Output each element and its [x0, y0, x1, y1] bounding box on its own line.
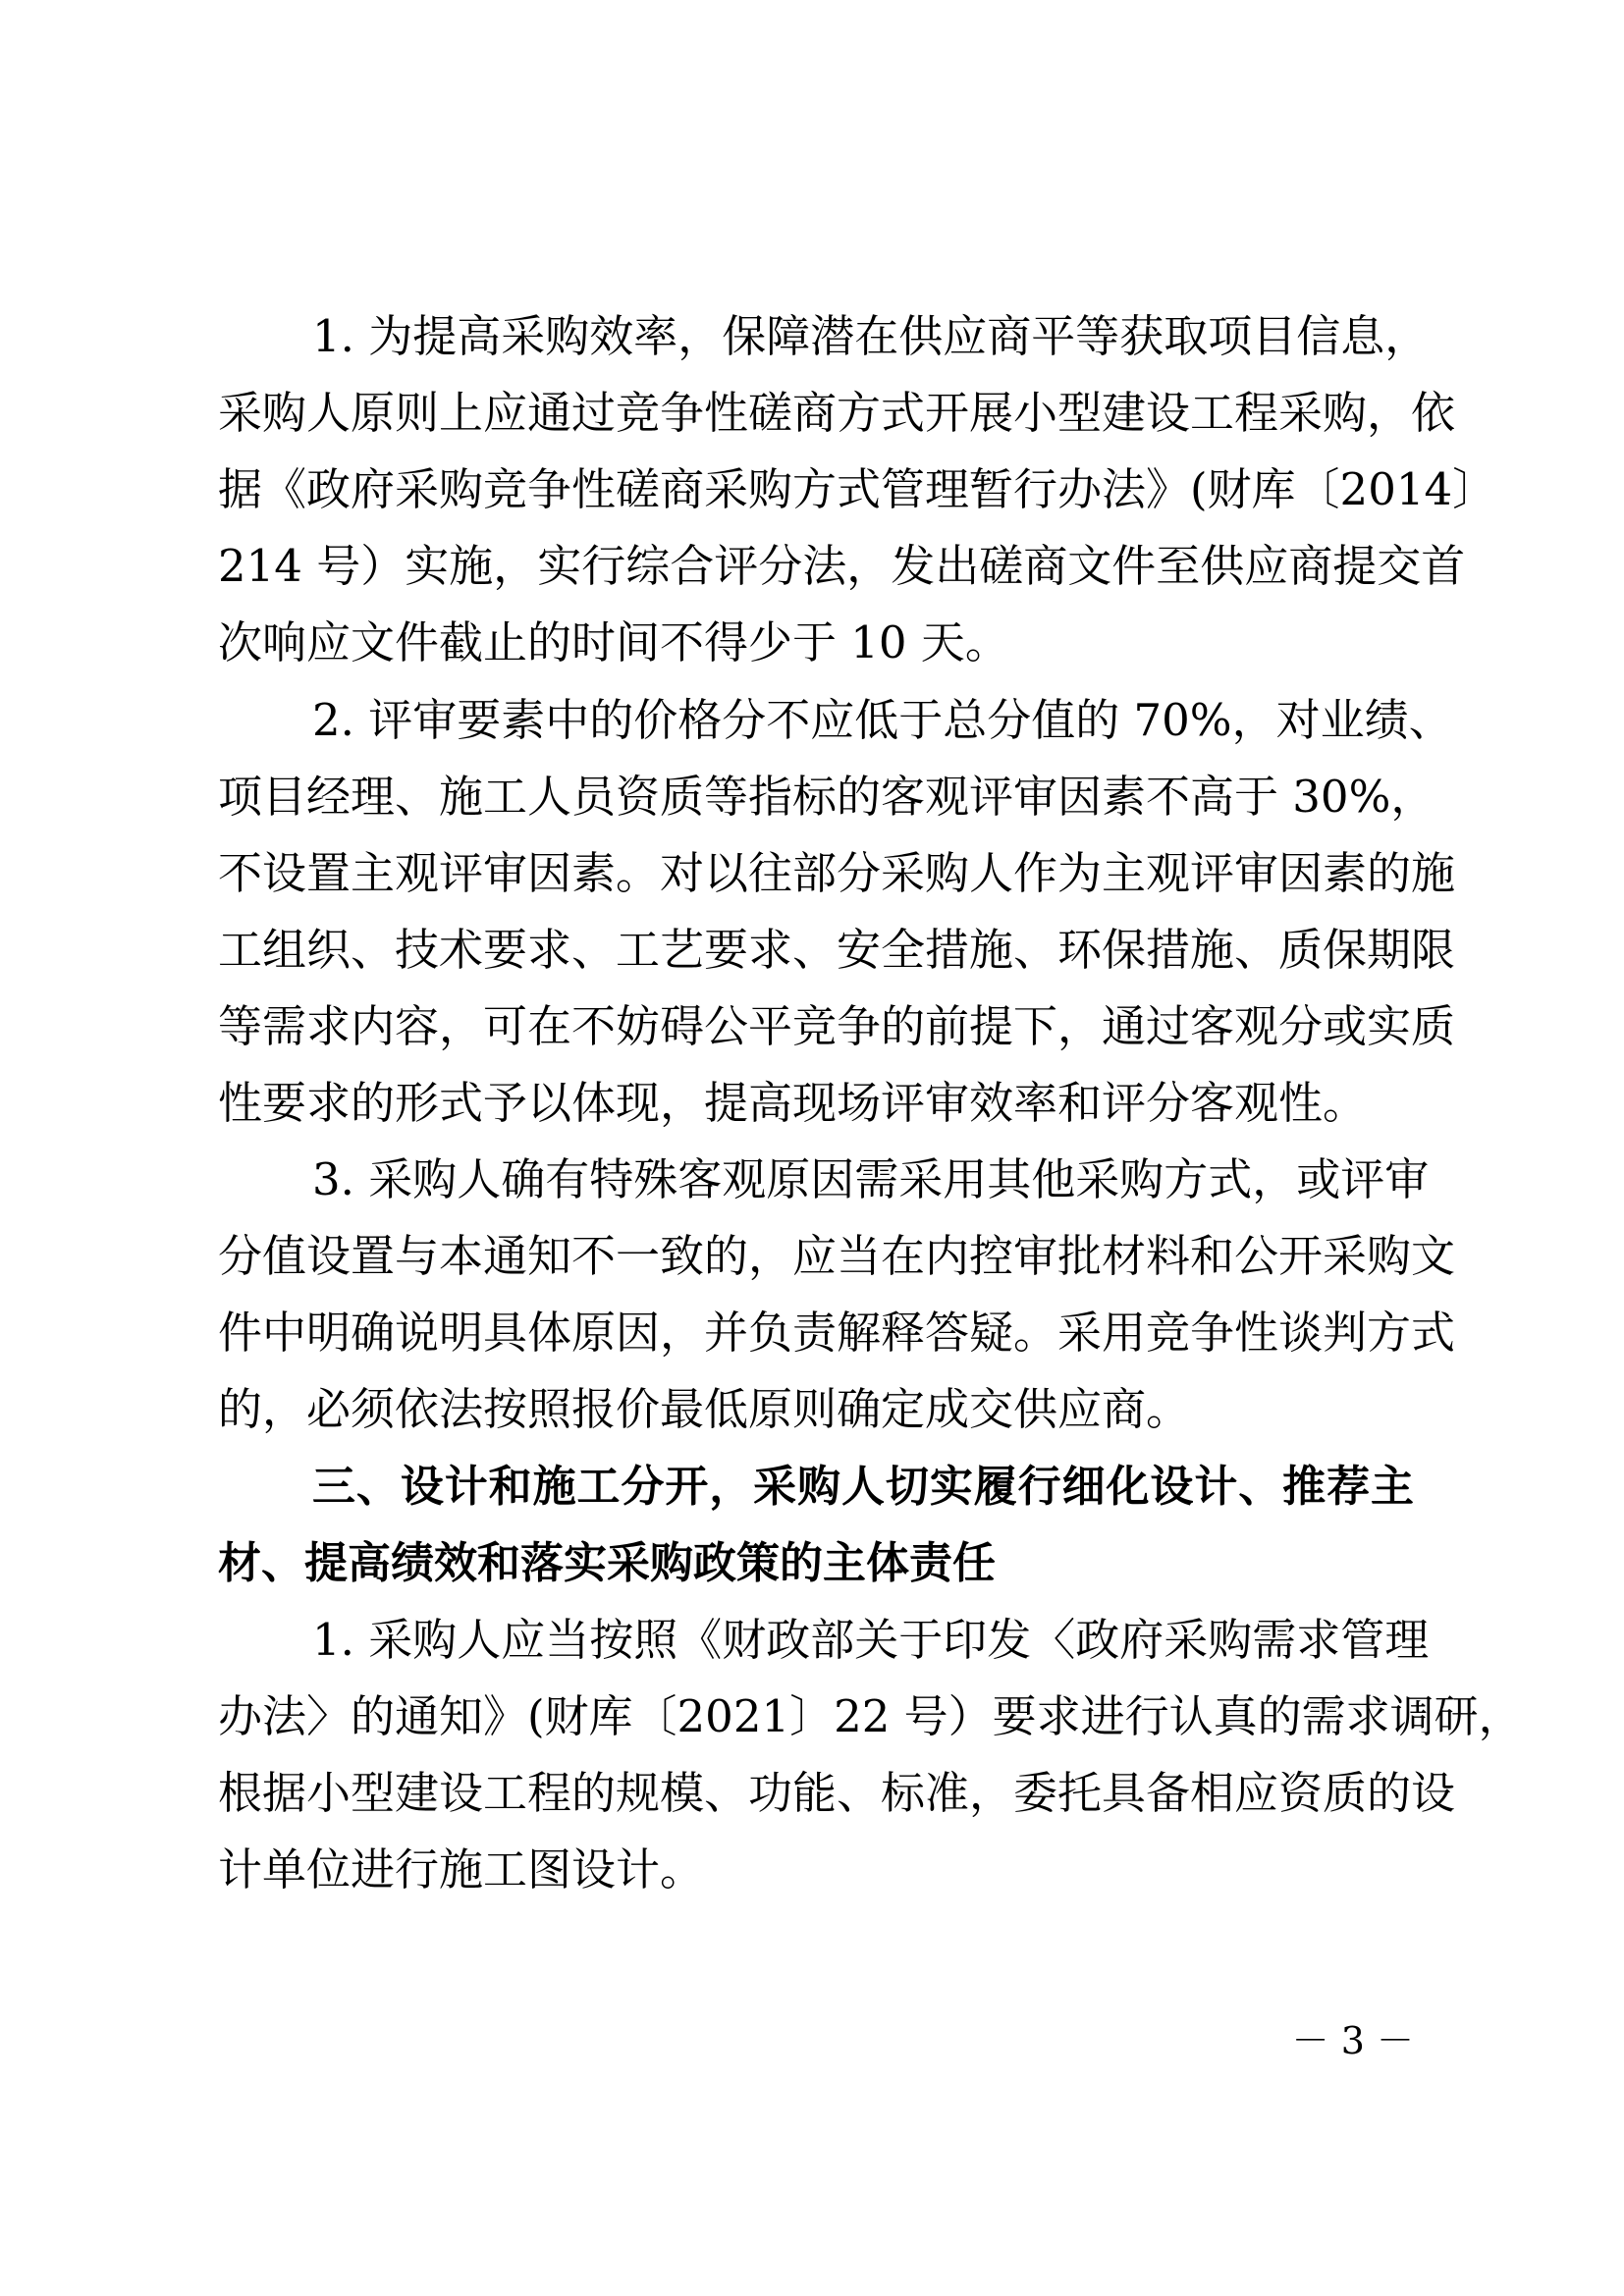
paragraph-4-line-2: 办法〉的通知》(财库〔2021〕22 号）要求进行认真的需求调研， — [218, 1690, 1523, 1742]
paragraph-3-line-3: 件中明确说明具体原因，并负责解释答疑。采用竞争性谈判方式 — [218, 1307, 1456, 1359]
paragraph-1-line-1: 1. 为提高采购效率，保障潜在供应商平等获取项目信息， — [312, 310, 1430, 362]
paragraph-1-line-2: 采购人原则上应通过竞争性磋商方式开展小型建设工程采购，依 — [218, 387, 1456, 439]
paragraph-2-line-2: 项目经理、施工人员资质等指标的客观评审因素不高于 30%， — [218, 771, 1435, 823]
paragraph-3-line-4: 的，必须依法按照报价最低原则确定成交供应商。 — [218, 1383, 1191, 1435]
paragraph-2-line-1: 2. 评审要素中的价格分不应低于总分值的 70%，对业绩、 — [312, 694, 1453, 746]
section-heading-line-1: 三、设计和施工分开，采购人切实履行细化设计、推荐主 — [312, 1462, 1414, 1512]
page-number: － 3 － — [1291, 2019, 1414, 2062]
paragraph-2-line-3: 不设置主观评审因素。对以往部分采购人作为主观评审因素的施 — [218, 847, 1456, 899]
paragraph-2-line-6: 性要求的形式予以体现，提高现场评审效率和评分客观性。 — [218, 1077, 1368, 1129]
paragraph-1-line-5: 次响应文件截止的时间不得少于 10 天。 — [218, 616, 1009, 668]
paragraph-1-line-4: 214 号）实施，实行综合评分法，发出磋商文件至供应商提交首 — [218, 540, 1466, 592]
paragraph-1-line-3: 据《政府采购竞争性磋商采购方式管理暂行办法》(财库〔2014〕 — [218, 463, 1497, 515]
paragraph-4-line-4: 计单位进行施工图设计。 — [218, 1843, 705, 1896]
paragraph-4-line-1: 1. 采购人应当按照《财政部关于印发〈政府采购需求管理 — [312, 1614, 1430, 1666]
paragraph-4-line-3: 根据小型建设工程的规模、功能、标准，委托具备相应资质的设 — [218, 1767, 1456, 1819]
paragraph-2-line-4: 工组织、技术要求、工艺要求、安全措施、环保措施、质保期限 — [218, 924, 1456, 976]
paragraph-3-line-1: 3. 采购人确有特殊客观原因需采用其他采购方式，或评审 — [312, 1153, 1430, 1205]
paragraph-3-line-2: 分值设置与本通知不一致的，应当在内控审批材料和公开采购文 — [218, 1230, 1456, 1282]
paragraph-2-line-5: 等需求内容，可在不妨碍公平竞争的前提下，通过客观分或实质 — [218, 1000, 1456, 1052]
section-heading-line-2: 材、提高绩效和落实采购政策的主体责任 — [218, 1538, 996, 1588]
